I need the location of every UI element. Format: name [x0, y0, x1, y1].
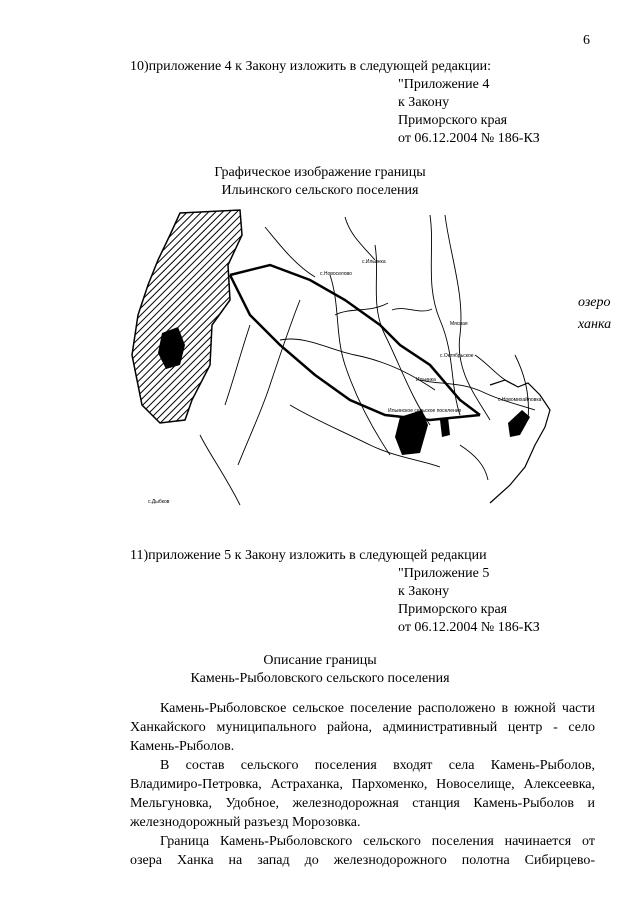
appendix-4-line: к Закону — [398, 95, 450, 110]
paragraph-line: Камень-Рыболов. — [130, 739, 235, 754]
map-label: Ильинское сельское поселение — [388, 408, 462, 414]
item-10-heading: 10)приложение 4 к Закону изложить в следующей редакции: — [130, 59, 492, 74]
paragraph-line: Камень-Рыболовское сельское поселение расположено в южной части — [160, 701, 595, 716]
map-title-line: Ильинского сельского поселения — [221, 183, 419, 198]
paragraph-line: В состав сельского поселения входят села Камень-Рыболов, — [160, 758, 595, 773]
hatched-territory — [132, 210, 242, 423]
appendix-5-block — [398, 565, 540, 637]
appendix-4-line: Приморского края — [398, 113, 508, 128]
paragraph-line: Ханкайского муниципального района, административный центр - село — [130, 720, 595, 735]
description-title-line: Описание границы — [263, 653, 377, 668]
item-11-heading: 11)приложение 5 к Закону изложить в следующей редакции — [130, 548, 487, 563]
boundary-map — [130, 205, 600, 530]
map-label: с.Новоселово — [320, 271, 352, 277]
paragraph-line: Владимиро-Петровка, Астраханка, Пархоменко, Новоселище, Алексеевка, — [130, 777, 595, 792]
map-label: с.Ильинка — [362, 259, 386, 265]
paragraph-line: железнодорожный разъезд Морозовка. — [130, 815, 361, 830]
black-parcel — [508, 410, 530, 437]
settlement-boundary — [230, 265, 480, 420]
description-title-line: Камень-Рыболовского сельского поселения — [190, 671, 450, 686]
map-title — [0, 164, 640, 200]
black-parcel — [440, 417, 450, 437]
paragraph-line: Мельгуновка, Удобное, железнодорожная станция Камень-Рыболов и — [130, 796, 595, 811]
paragraph-line: озера Ханка на запад до железнодорожного полотна Сибирцево- — [130, 853, 595, 868]
map-label: с.Дыбков — [148, 499, 170, 505]
appendix-5-line: Приморского края — [398, 602, 508, 617]
map-label: с.Октябрьское — [440, 353, 474, 359]
appendix-5-line: от 06.12.2004 № 186-КЗ — [398, 620, 540, 635]
paragraph-composition — [130, 757, 595, 833]
paragraph-line: Граница Камень-Рыболовского сельского поселения начинается от — [160, 834, 595, 849]
appendix-5-line: к Закону — [398, 584, 450, 599]
lake-label: ханка — [578, 317, 612, 332]
paragraph-boundary — [130, 833, 595, 871]
map-label: с.Новомихайловка — [498, 397, 542, 403]
page-number: 6 — [583, 33, 590, 48]
appendix-4-line: от 06.12.2004 № 186-КЗ — [398, 131, 540, 146]
lake-label: озеро — [578, 295, 611, 310]
map-label: Мясная — [450, 321, 468, 327]
appendix-5-line: "Приложение 5 — [398, 566, 490, 581]
paragraph-location — [130, 700, 595, 757]
map-title-line: Графическое изображение границы — [214, 165, 426, 180]
appendix-4-line: "Приложение 4 — [398, 77, 490, 92]
map-label: Ильинка — [416, 377, 436, 383]
appendix-4-block — [398, 76, 540, 148]
description-title — [0, 652, 640, 688]
